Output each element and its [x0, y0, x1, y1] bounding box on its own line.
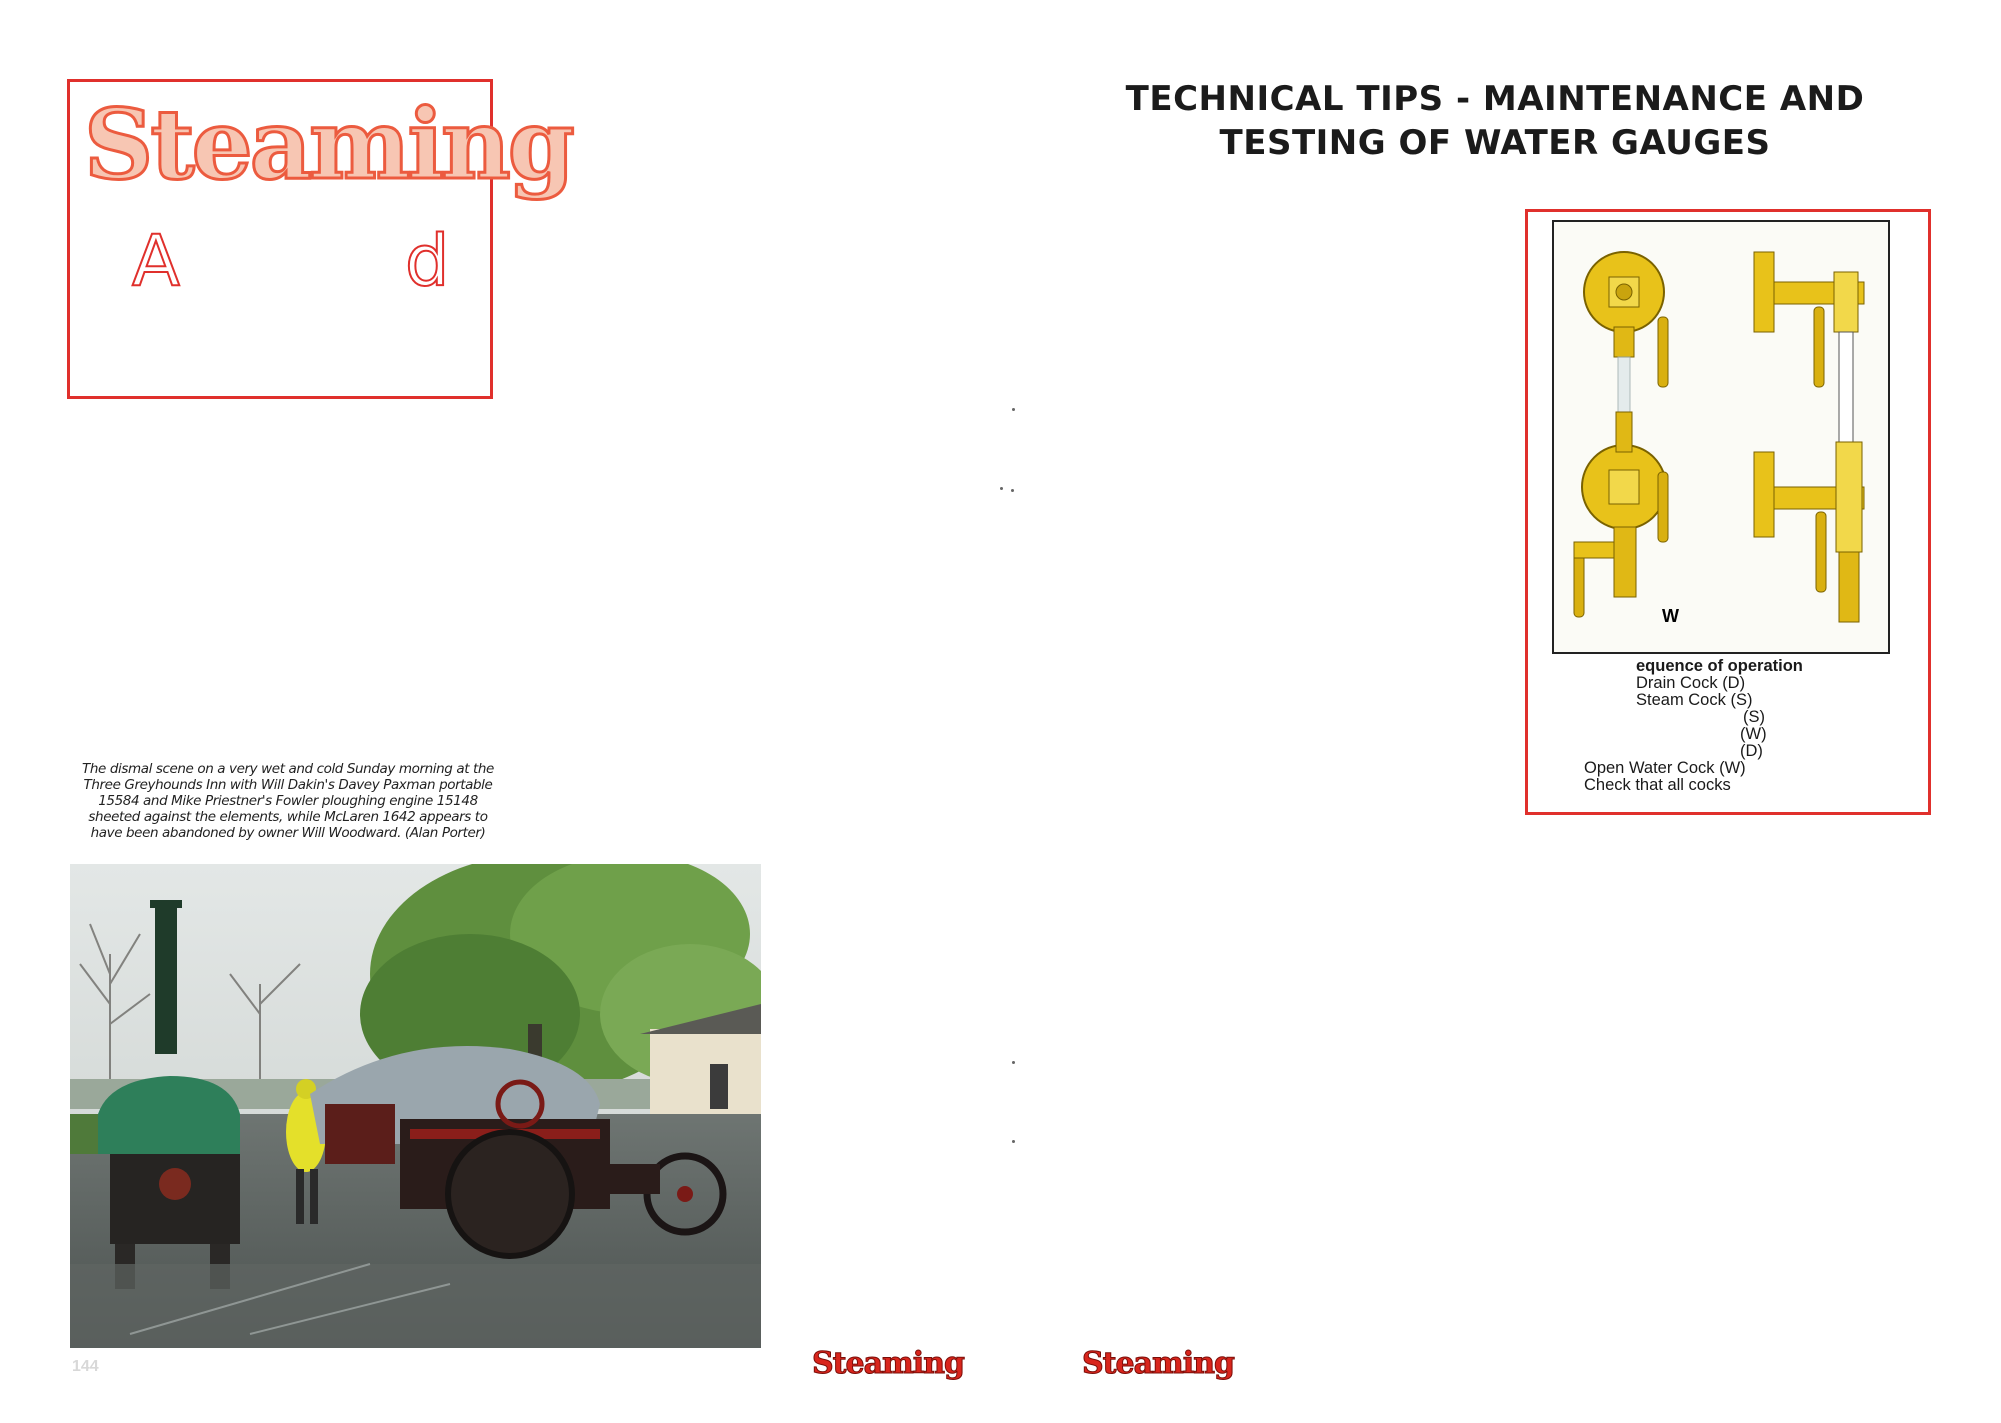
sequence-of-operation [1584, 658, 1904, 794]
sequence-line: Check that all cocks [1584, 776, 1731, 794]
label-w: W [1662, 606, 1679, 626]
sequence-line: Open Water Cock (W) [1584, 759, 1746, 777]
header-fragment-left: A [132, 220, 180, 302]
title-line-2: TESTING OF WATER GAUGES [1219, 123, 1771, 163]
sequence-line: (W) [1740, 725, 1767, 743]
water-gauge-diagram-box [1525, 209, 1931, 815]
gauge-illustration [1554, 222, 1888, 652]
sequence-line: Steam Cock (S) [1636, 691, 1753, 709]
photo-illustration [70, 864, 761, 1348]
header-box [67, 79, 572, 399]
sequence-heading: equence of operation [1636, 657, 1803, 675]
title-line-1: TECHNICAL TIPS - MAINTENANCE AND [1125, 79, 1865, 119]
gutter-mark [1011, 489, 1014, 492]
footer-logo-left: Steaming [812, 1346, 964, 1381]
gutter-mark [1000, 487, 1003, 490]
sequence-line: Drain Cock (D) [1636, 674, 1746, 692]
page-number: 144 [72, 1358, 99, 1375]
steaming-logo: Steaming [84, 88, 572, 201]
sequence-line: (S) [1743, 708, 1765, 726]
photo-caption: The dismal scene on a very wet and cold Sunday morning at the Three Greyhounds Inn with Will Dakin's Davey Paxman portable 15584 and Mike Priestner's Fowler ploughing engine 15148 sheeted against the elements, while McLaren 1642 appears to have been abandoned by owner Will Woodward. (Alan Porter) [82, 761, 494, 841]
article-title [1070, 77, 1920, 165]
header-fragment-right: d [405, 220, 450, 302]
traction-engines-photo [70, 864, 761, 1348]
water-gauge-diagram [1552, 220, 1890, 654]
gutter-mark [1012, 1140, 1015, 1143]
sequence-line: (D) [1740, 742, 1763, 760]
gutter-mark [1012, 408, 1015, 411]
gutter-mark [1012, 1061, 1015, 1064]
footer-logo-right: Steaming [1082, 1346, 1234, 1381]
